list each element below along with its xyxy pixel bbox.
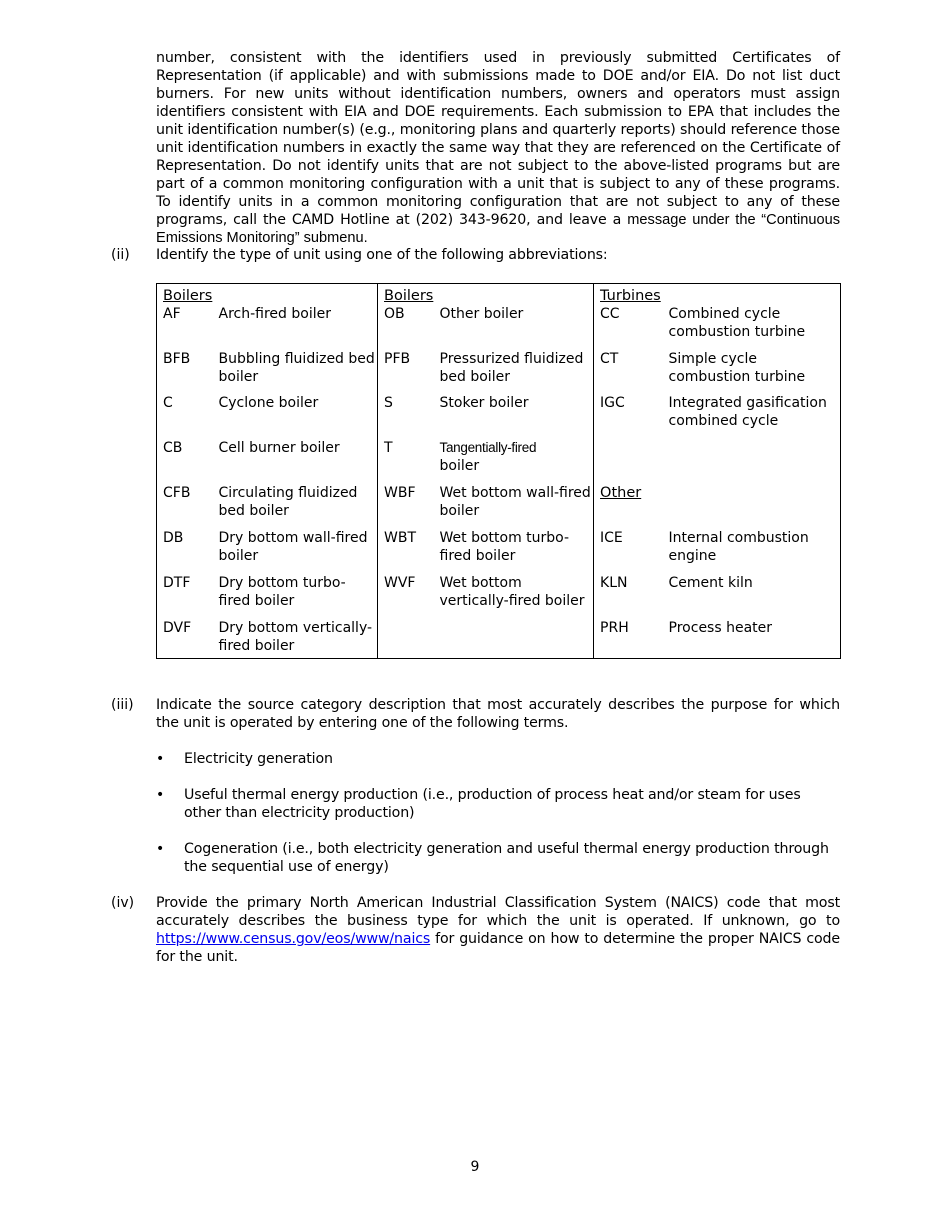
item-iv-text-after: for guidance on how to determine the proper NAICS code for the unit. bbox=[156, 931, 840, 965]
unit-description bbox=[219, 350, 378, 394]
unit-code bbox=[594, 619, 669, 658]
unit-code bbox=[378, 439, 440, 484]
unit-code bbox=[378, 394, 440, 439]
unit-description bbox=[669, 439, 841, 484]
table-header-cell bbox=[157, 284, 378, 306]
unit-description-text: Combined cycle combustion turbine bbox=[668, 306, 806, 340]
unit-description-text: Cyclone boiler bbox=[218, 395, 319, 411]
unit-code-text: AF bbox=[163, 306, 181, 322]
unit-description bbox=[669, 350, 841, 394]
intro-paragraph-text: number, consistent with the identifiers used in previously submitted Certificates of Representation (if applicable) and with submissions made to DOE and/or EIA. Do not list duct burners. For new units without identification numbers, owners and operators must assign identifiers consistent with EIA and DOE requirements. Each submission to EPA that includes the unit identification number(s) (e.g., monitoring plans and quarterly reports) should reference those unit identification numbers in exactly the same way that they are referenced on the Certificate of Representation. Do not identify units that are not subject to the above-listed programs but are part of a common monitoring configuration with a unit that is subject to any of these programs. To identify units in a common monitoring configuration that are not subject to any of these programs, call the CAMD Hotline at (202) 343-9620, and leave a bbox=[156, 50, 840, 228]
unit-description-text: Dry bottom turbo-fired boiler bbox=[218, 575, 346, 609]
unit-description bbox=[219, 529, 378, 574]
unit-code bbox=[378, 350, 440, 394]
unit-code-text: KLN bbox=[600, 575, 628, 591]
column-group-heading: Turbines bbox=[600, 288, 661, 304]
table-row bbox=[157, 529, 841, 574]
table-row bbox=[157, 305, 841, 350]
unit-code bbox=[157, 394, 219, 439]
unit-code-text: OB bbox=[384, 306, 405, 322]
unit-code bbox=[157, 574, 219, 619]
unit-code-text: WBF bbox=[384, 485, 416, 501]
table-header-cell bbox=[378, 284, 594, 306]
unit-code-text: T bbox=[384, 440, 393, 456]
column-group-heading: Other bbox=[600, 485, 642, 501]
unit-description-text: Circulating fluidized bed boiler bbox=[218, 485, 358, 519]
unit-code bbox=[378, 529, 440, 574]
bullet-icon: • bbox=[156, 751, 165, 767]
item-iv-marker: (iv) bbox=[111, 895, 135, 911]
source-category-list bbox=[156, 750, 840, 876]
unit-description bbox=[219, 484, 378, 529]
unit-description bbox=[440, 484, 594, 529]
unit-description-text: Internal combustion engine bbox=[668, 530, 809, 564]
list-item-text: Cogeneration (i.e., both electricity generation and useful thermal energy production through the sequential use of energy) bbox=[184, 841, 829, 875]
table-row bbox=[157, 484, 841, 529]
unit-description-text: Simple cycle combustion turbine bbox=[668, 351, 806, 385]
item-iv-text-before: Provide the primary North American Industrial Classification System (NAICS) code that most accurately describes the business type for which the unit is operated. If unknown, go to bbox=[156, 895, 840, 929]
unit-description-text: Dry bottom wall-fired boiler bbox=[218, 530, 368, 564]
item-iii-marker: (iii) bbox=[111, 697, 134, 713]
unit-description-text: Bubbling fluidized bed boiler bbox=[218, 351, 375, 385]
unit-code-text: CT bbox=[600, 351, 619, 367]
item-ii-marker: (ii) bbox=[111, 247, 130, 263]
list-item bbox=[156, 840, 840, 876]
unit-description bbox=[669, 305, 841, 350]
unit-code-text: WBT bbox=[384, 530, 417, 546]
unit-code-text: CC bbox=[600, 306, 620, 322]
unit-description bbox=[219, 305, 378, 350]
page-number: 9 bbox=[470, 1159, 480, 1175]
unit-code-text: IGC bbox=[600, 395, 625, 411]
unit-description bbox=[440, 394, 594, 439]
unit-code bbox=[157, 619, 219, 658]
item-iv-text bbox=[156, 894, 840, 966]
unit-code bbox=[378, 574, 440, 619]
bullet-icon: • bbox=[156, 841, 165, 857]
unit-code bbox=[157, 529, 219, 574]
unit-description bbox=[219, 574, 378, 619]
unit-description-text: Cell burner boiler bbox=[218, 440, 340, 456]
unit-description-text: boiler bbox=[439, 458, 480, 474]
unit-description bbox=[219, 439, 378, 484]
unit-code-text: DVF bbox=[163, 620, 192, 636]
unit-description-text: Wet bottom turbo-fired boiler bbox=[439, 530, 570, 564]
unit-description-text: Tangentially-fired bbox=[439, 440, 537, 455]
unit-code bbox=[594, 574, 669, 619]
unit-description-text: Wet bottom wall-fired boiler bbox=[439, 485, 591, 519]
intro-paragraph-tail: message under the “Continuous Emissions Monitoring” submenu. bbox=[156, 212, 840, 246]
table-header-row bbox=[157, 284, 841, 306]
unit-code-text: CB bbox=[163, 440, 183, 456]
intro-paragraph bbox=[156, 49, 840, 247]
unit-code-text: ICE bbox=[600, 530, 623, 546]
table-row bbox=[157, 619, 841, 658]
unit-description bbox=[440, 350, 594, 394]
unit-description bbox=[440, 439, 594, 484]
unit-code bbox=[378, 484, 440, 529]
table-header-cell bbox=[594, 284, 841, 306]
unit-type-table bbox=[156, 283, 841, 659]
unit-description bbox=[219, 619, 378, 658]
list-item-text: Electricity generation bbox=[184, 751, 333, 767]
unit-code-text: PFB bbox=[384, 351, 411, 367]
unit-code bbox=[594, 439, 669, 484]
table-row bbox=[157, 439, 841, 484]
unit-code bbox=[157, 439, 219, 484]
unit-description bbox=[440, 305, 594, 350]
list-item bbox=[156, 750, 840, 768]
unit-description bbox=[669, 394, 841, 439]
unit-code bbox=[594, 350, 669, 394]
table-header-cell bbox=[594, 484, 841, 529]
unit-code-text: CFB bbox=[163, 485, 191, 501]
list-item-text: Useful thermal energy production (i.e., production of process heat and/or steam for uses other than electricity production) bbox=[184, 787, 801, 821]
bullet-icon: • bbox=[156, 787, 165, 803]
unit-description-text: Arch-fired boiler bbox=[218, 306, 331, 322]
unit-code-text: DB bbox=[163, 530, 184, 546]
naics-link[interactable]: https://www.census.gov/eos/www/naics bbox=[156, 931, 431, 947]
unit-description-text: Process heater bbox=[668, 620, 773, 636]
table-row bbox=[157, 574, 841, 619]
item-ii-text: Identify the type of unit using one of the following abbreviations: bbox=[156, 247, 608, 263]
unit-code-text: DTF bbox=[163, 575, 191, 591]
unit-code-text: BFB bbox=[163, 351, 191, 367]
unit-description bbox=[669, 529, 841, 574]
unit-description-text: Integrated gasification combined cycle bbox=[668, 395, 827, 429]
unit-description bbox=[440, 574, 594, 619]
unit-description bbox=[669, 619, 841, 658]
item-iii-text: Indicate the source category description that most accurately describes the purpose for which the unit is operated by entering one of the following terms. bbox=[156, 697, 840, 731]
unit-description bbox=[440, 529, 594, 574]
unit-code bbox=[594, 529, 669, 574]
table-row bbox=[157, 394, 841, 439]
unit-code bbox=[157, 305, 219, 350]
unit-code bbox=[378, 619, 440, 658]
unit-description-text: Wet bottom vertically-fired boiler bbox=[439, 575, 585, 609]
unit-code-text: C bbox=[163, 395, 173, 411]
unit-description bbox=[219, 394, 378, 439]
unit-description bbox=[440, 619, 594, 658]
unit-code-text: WVF bbox=[384, 575, 416, 591]
unit-code bbox=[594, 305, 669, 350]
unit-description-text: Other boiler bbox=[439, 306, 524, 322]
unit-code-text: PRH bbox=[600, 620, 629, 636]
unit-code-text: S bbox=[384, 395, 393, 411]
unit-description-text: Pressurized fluidized bed boiler bbox=[439, 351, 584, 385]
unit-description-text: Dry bottom vertically-fired boiler bbox=[218, 620, 373, 654]
column-group-heading: Boilers bbox=[384, 288, 434, 304]
list-item bbox=[156, 786, 840, 822]
unit-code bbox=[157, 350, 219, 394]
unit-code bbox=[594, 394, 669, 439]
table-row bbox=[157, 350, 841, 394]
column-group-heading: Boilers bbox=[163, 288, 213, 304]
unit-code bbox=[157, 484, 219, 529]
unit-code bbox=[378, 305, 440, 350]
unit-description-text: Cement kiln bbox=[668, 575, 753, 591]
unit-description-text: Stoker boiler bbox=[439, 395, 529, 411]
unit-description bbox=[669, 574, 841, 619]
